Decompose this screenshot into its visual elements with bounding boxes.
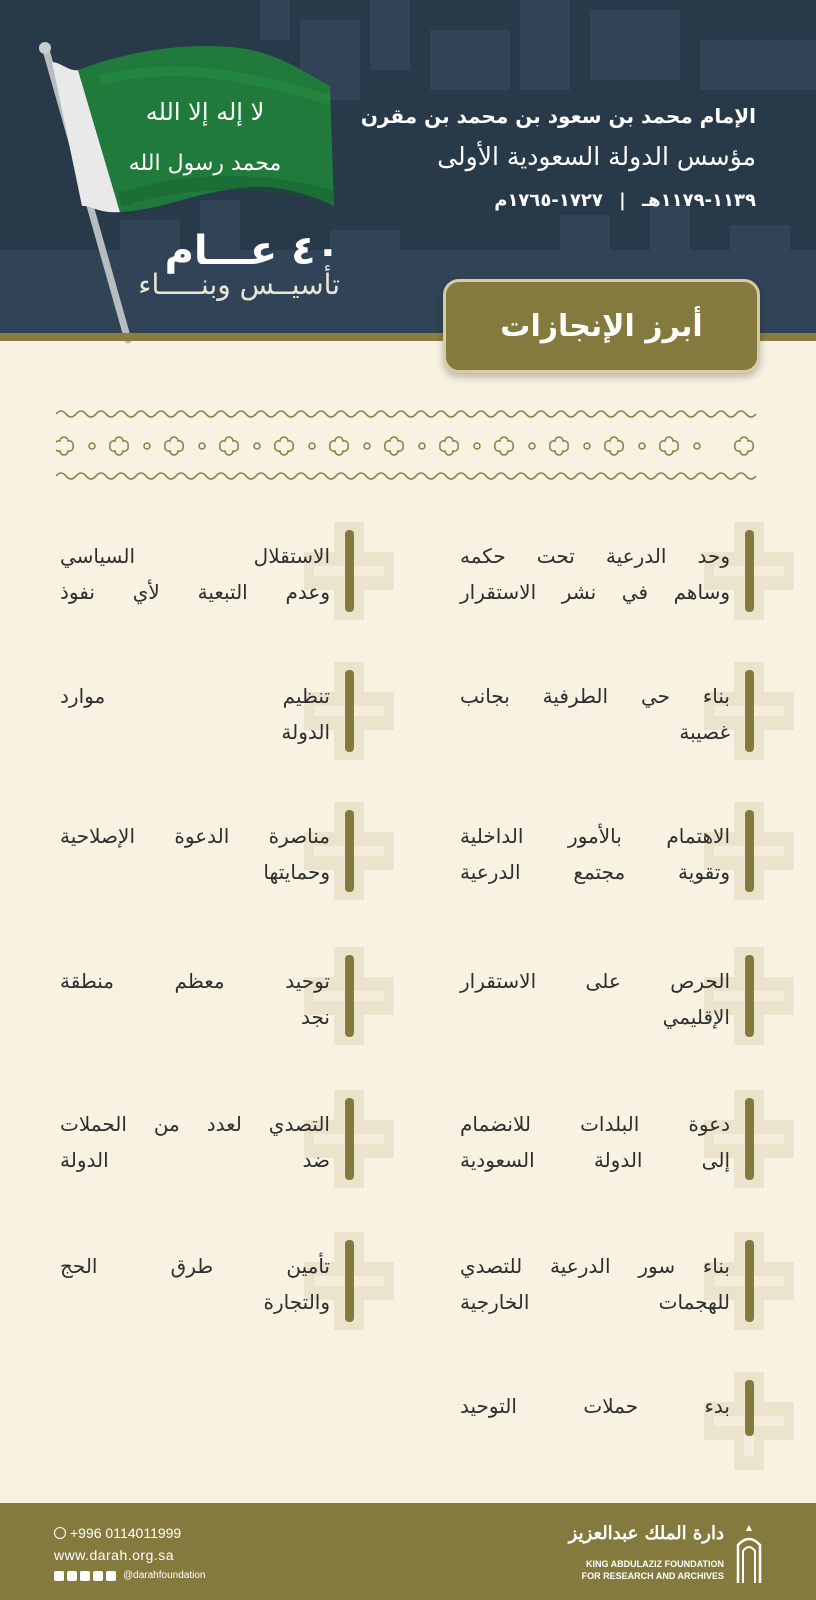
achievement-text: الاستقلال السياسي وعدم التبعية لأي نفوذ xyxy=(60,544,330,604)
instagram-icon[interactable] xyxy=(80,1571,90,1581)
social-links xyxy=(54,1570,205,1581)
imam-reign-dates xyxy=(316,190,756,211)
flag-text-line2: محمد رسول الله xyxy=(128,151,282,176)
achievement-item xyxy=(424,810,754,892)
achievement-bar xyxy=(745,1380,754,1436)
snapchat-icon[interactable] xyxy=(67,1571,77,1581)
achievement-text: الحرص على الاستقرار الإقليمي xyxy=(460,969,730,1029)
achievement-item xyxy=(424,1380,754,1436)
imam-name: الإمام محمد بن سعود بن محمد بن مقرن xyxy=(360,104,756,128)
website-link[interactable]: www.darah.org.sa xyxy=(54,1547,175,1563)
years-count: ٤٠ عـــام xyxy=(164,228,340,274)
achievement-text: توحيد معظم منطقة نجد xyxy=(60,969,330,1029)
flag-text-line1: لا إله إلا الله xyxy=(145,98,265,126)
achievement-item xyxy=(424,1240,754,1322)
achievement-bar xyxy=(345,810,354,892)
achievement-bar xyxy=(745,810,754,892)
foundation-name-line2: FOR RESEARCH AND ARCHIVES xyxy=(581,1571,724,1581)
whatsapp-icon xyxy=(54,1527,66,1539)
decorative-ornament-band xyxy=(56,410,760,482)
achievement-text: تأمين طرق الحج والتجارة xyxy=(60,1254,330,1314)
dates-gregorian: ١٧٢٧-١٧٦٥م xyxy=(494,190,603,211)
dates-hijri: ١١٣٩-١١٧٩هـ xyxy=(641,190,756,211)
achievement-item xyxy=(24,1240,354,1322)
twitter-icon[interactable] xyxy=(106,1571,116,1581)
achievement-item xyxy=(24,1098,354,1180)
achievement-item xyxy=(424,670,754,752)
achievement-text: بناء حي الطرفية بجانب غصيبة xyxy=(460,684,730,744)
achievement-bar xyxy=(345,1098,354,1180)
years-subtitle: تأسيــس وبنـــــاء xyxy=(138,268,340,301)
achievement-text: وحد الدرعية تحت حكمه وساهم في نشر الاستقرار xyxy=(460,544,730,604)
achievement-item xyxy=(424,530,754,612)
footer-bar xyxy=(0,1503,816,1600)
achievement-text: مناصرة الدعوة الإصلاحية وحمايتها xyxy=(60,824,330,884)
contact-phone[interactable]: +996 0114011999 xyxy=(54,1525,181,1541)
achievement-text: دعوة البلدات للانضمام إلى الدولة السعودية xyxy=(460,1112,730,1172)
achievement-text: بناء سور الدرعية للتصدي للهجمات الخارجية xyxy=(460,1254,730,1314)
achievement-bar xyxy=(745,1240,754,1322)
achievement-text: بدء حملات التوحيد xyxy=(460,1394,730,1418)
achievement-bar xyxy=(345,530,354,612)
social-handle[interactable]: @darahfoundation xyxy=(123,1570,206,1581)
achievement-item xyxy=(424,1098,754,1180)
tiktok-icon[interactable] xyxy=(54,1571,64,1581)
achievement-text: تنظيم موارد الدولة xyxy=(60,684,330,744)
section-title-badge xyxy=(443,279,760,373)
achievement-text: التصدي لعدد من الحملات ضد الدولة xyxy=(60,1112,330,1172)
facebook-icon[interactable] xyxy=(93,1571,103,1581)
achievement-bar xyxy=(345,670,354,752)
achievement-bar xyxy=(745,530,754,612)
achievement-bar xyxy=(345,1240,354,1322)
dates-separator: | xyxy=(619,190,626,211)
darah-logo-icon xyxy=(732,1523,766,1585)
achievement-text: الاهتمام بالأمور الداخلية وتقوية مجتمع الدرعية xyxy=(460,824,730,884)
imam-title: مؤسس الدولة السعودية الأولى xyxy=(437,142,756,171)
foundation-name-line1: KING ABDULAZIZ FOUNDATION xyxy=(586,1559,724,1569)
saudi-flag-icon xyxy=(0,0,360,345)
achievement-bar xyxy=(745,670,754,752)
achievement-item xyxy=(24,530,354,612)
achievement-bar xyxy=(345,955,354,1037)
achievement-item xyxy=(424,955,754,1037)
foundation-logo-arabic: دارة الملك عبدالعزيز xyxy=(568,1523,724,1544)
achievement-item xyxy=(24,955,354,1037)
achievement-item xyxy=(24,670,354,752)
achievement-item xyxy=(24,810,354,892)
achievement-bar xyxy=(745,955,754,1037)
achievement-bar xyxy=(745,1098,754,1180)
section-title: أبرز الإنجازات xyxy=(500,308,703,344)
